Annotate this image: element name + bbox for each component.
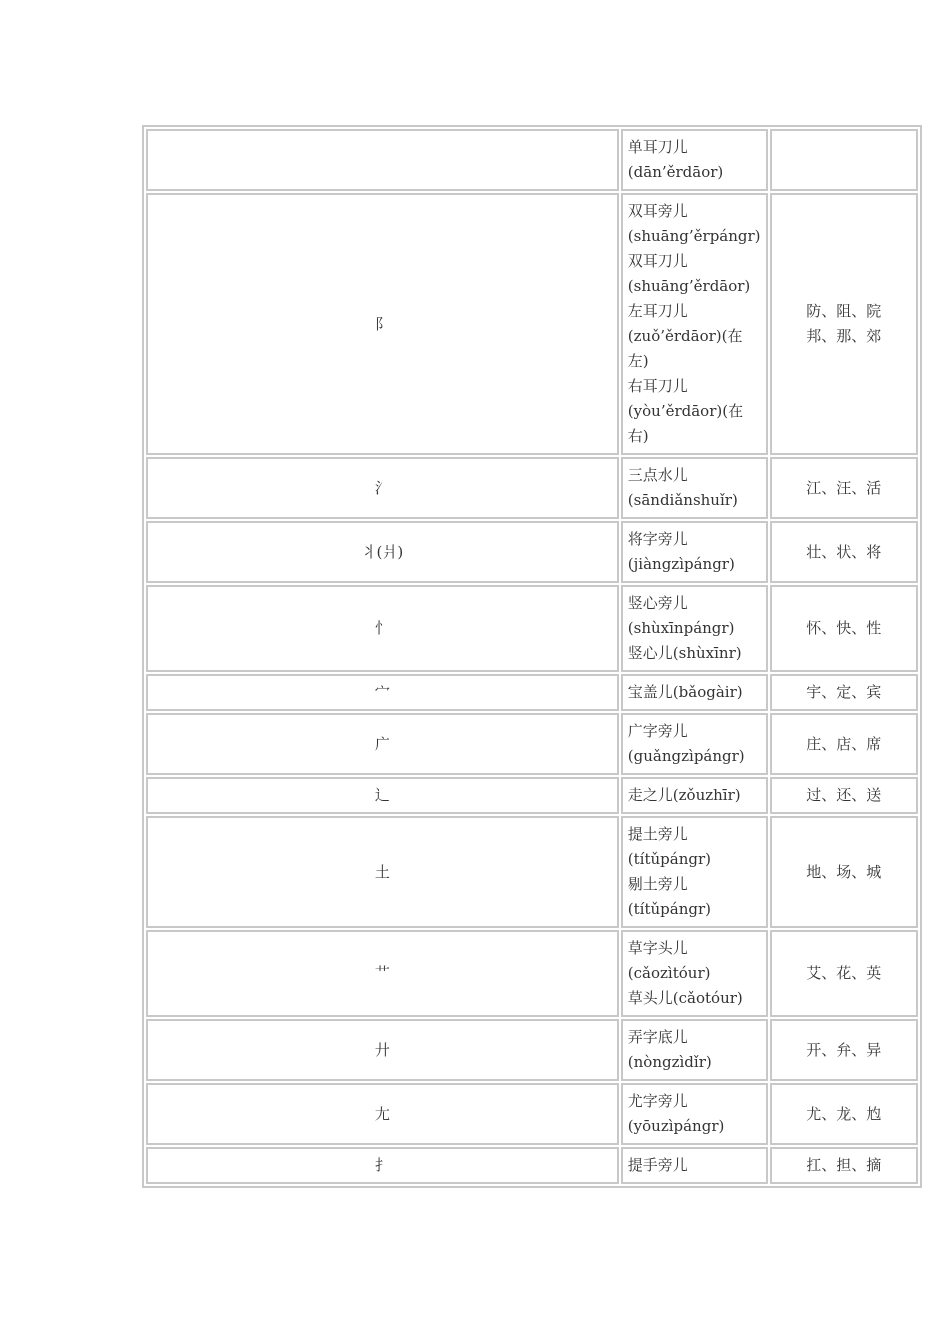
radical-cell [146, 129, 619, 191]
radical-name-cell [621, 457, 768, 519]
name-line: 竖心旁儿 [627, 594, 688, 612]
examples-cell: 尤、龙、尥 [770, 1083, 918, 1145]
radical-cell: 氵 [146, 457, 619, 519]
radical-name-cell [621, 521, 768, 583]
name-line: (shùxīnpángr) [627, 619, 735, 637]
name-line: 走之儿(zǒuzhīr) [627, 786, 741, 804]
name-line: (sāndiǎnshuǐr) [627, 491, 738, 509]
examples-cell: 壮、状、将 [770, 521, 918, 583]
radical-cell: 辶 [146, 777, 619, 814]
name-line: 剔土旁儿 [627, 875, 688, 893]
table-row [146, 674, 918, 711]
radical-cell: 尢 [146, 1083, 619, 1145]
radical-name-cell [621, 713, 768, 775]
name-line: (dān’ěrdāor) [627, 163, 724, 181]
examples-cell: 地、场、城 [770, 816, 918, 928]
name-line: 提手旁儿 [627, 1156, 688, 1174]
name-line: (títǔpángr) [627, 850, 711, 868]
name-line: 草字头儿 [627, 939, 688, 957]
radical-cell: 艹 [146, 930, 619, 1017]
table-row [146, 713, 918, 775]
radical-name-cell [621, 1019, 768, 1081]
name-line: 双耳旁儿 [627, 202, 688, 220]
name-line: 三点水儿 [627, 466, 688, 484]
radical-cell: 丬(爿) [146, 521, 619, 583]
name-line: (guǎngzìpángr) [627, 747, 745, 765]
radical-name-cell [621, 816, 768, 928]
name-line: 双耳刀儿 [627, 252, 688, 270]
examples-cell: 宇、定、宾 [770, 674, 918, 711]
name-line: 提土旁儿 [627, 825, 688, 843]
table-row [146, 777, 918, 814]
name-line: (cǎozìtóur) [627, 964, 711, 982]
name-line: (yōuzìpángr) [627, 1117, 725, 1135]
name-line: 单耳刀儿 [627, 138, 688, 156]
name-line: (títǔpángr) [627, 900, 711, 918]
name-line: (zuǒ’ěrdāor)(在左) [627, 327, 743, 370]
name-line: 竖心儿(shùxīnr) [627, 644, 742, 662]
radical-name-cell [621, 129, 768, 191]
table-row [146, 585, 918, 672]
examples-cell [770, 129, 918, 191]
name-line: (shuāng’ěrdāor) [627, 277, 751, 295]
radical-table [142, 125, 922, 1188]
radical-cell: 广 [146, 713, 619, 775]
examples-cell: 庄、店、席 [770, 713, 918, 775]
radical-cell: 扌 [146, 1147, 619, 1184]
examples-line: 防、阻、院 [806, 302, 882, 320]
table-row [146, 193, 918, 455]
name-line: (jiàngzìpángr) [627, 555, 735, 573]
examples-line: 邦、那、郊 [806, 327, 882, 345]
radical-cell: 土 [146, 816, 619, 928]
examples-cell [770, 193, 918, 455]
examples-cell: 过、还、送 [770, 777, 918, 814]
radical-cell: 廾 [146, 1019, 619, 1081]
table-row [146, 1147, 918, 1184]
radical-name-cell [621, 193, 768, 455]
radical-cell: 阝 [146, 193, 619, 455]
name-line: 草头儿(cǎotóur) [627, 989, 743, 1007]
radical-cell: 忄 [146, 585, 619, 672]
examples-cell: 艾、花、英 [770, 930, 918, 1017]
examples-cell: 江、汪、活 [770, 457, 918, 519]
table-row [146, 521, 918, 583]
radical-name-cell [621, 1147, 768, 1184]
name-line: 宝盖儿(bǎogàir) [627, 683, 743, 701]
name-line: 弄字底儿 [627, 1028, 688, 1046]
examples-cell: 怀、快、性 [770, 585, 918, 672]
examples-cell: 扛、担、摘 [770, 1147, 918, 1184]
name-line: 将字旁儿 [627, 530, 688, 548]
examples-cell: 开、弁、异 [770, 1019, 918, 1081]
table-row [146, 1019, 918, 1081]
table-row [146, 816, 918, 928]
radical-table-body [146, 129, 918, 1184]
radical-cell: 宀 [146, 674, 619, 711]
radical-name-cell [621, 930, 768, 1017]
name-line: (yòu’ěrdāor)(在右) [627, 402, 744, 445]
radical-name-cell [621, 585, 768, 672]
table-row [146, 129, 918, 191]
table-row [146, 457, 918, 519]
radical-name-cell [621, 777, 768, 814]
name-line: 尤字旁儿 [627, 1092, 688, 1110]
name-line: 广字旁儿 [627, 722, 688, 740]
name-line: 左耳刀儿 [627, 302, 688, 320]
radical-name-cell [621, 1083, 768, 1145]
name-line: (shuāng’ěrpángr) [627, 227, 761, 245]
name-line: (nòngzìdǐr) [627, 1053, 712, 1071]
radical-name-cell [621, 674, 768, 711]
table-row [146, 1083, 918, 1145]
table-row [146, 930, 918, 1017]
name-line: 右耳刀儿 [627, 377, 688, 395]
